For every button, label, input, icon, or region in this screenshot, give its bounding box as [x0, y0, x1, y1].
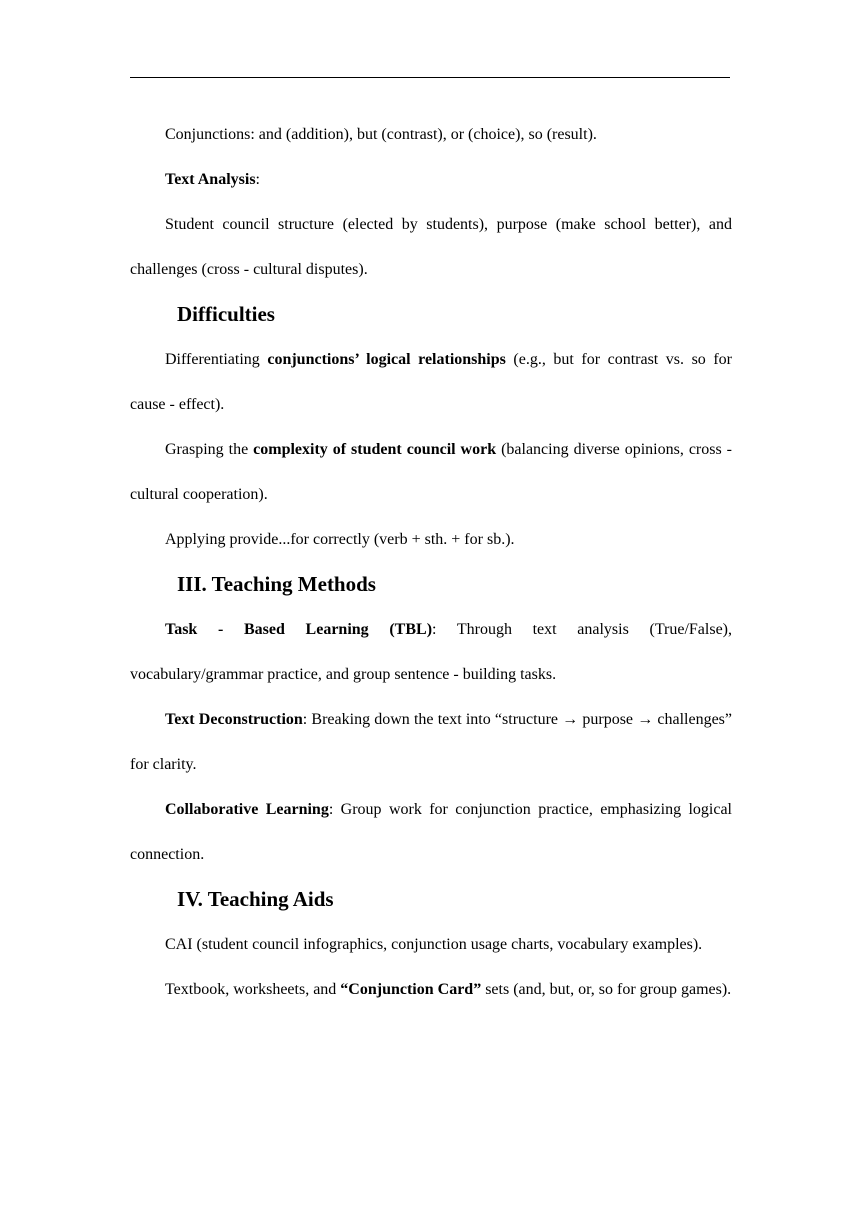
bold-text: Text Analysis	[165, 171, 256, 188]
text-run: Differentiating	[165, 351, 268, 368]
paragraph	[130, 202, 732, 292]
paragraph	[130, 697, 732, 787]
text-run: : Group work for conjunction practice, emphasizing logical connection.	[130, 801, 732, 863]
text-run: (balancing diverse opinions, cross - cultural cooperation).	[130, 441, 732, 503]
text-run: Applying provide...for correctly (verb + sth. + for sb.).	[165, 531, 515, 548]
bold-text: Collaborative Learning	[165, 801, 329, 818]
paragraph	[130, 112, 732, 157]
document-body	[130, 112, 732, 1012]
bold-text: Task - Based Learning (TBL)	[165, 621, 433, 638]
paragraph	[130, 922, 732, 967]
paragraph	[130, 787, 732, 877]
bold-text: Text Deconstruction	[165, 711, 303, 728]
text-run: Conjunctions: and (addition), but (contrast), or (choice), so (result).	[165, 126, 597, 143]
paragraph	[130, 607, 732, 697]
text-run: Student council structure (elected by students), purpose (make school better), and challenges (cross - cultural disputes).	[130, 216, 732, 278]
text-run: (e.g., but for contrast vs. so for cause - effect).	[130, 351, 733, 413]
bold-text: conjunctions’ logical relationships	[267, 351, 506, 368]
paragraph	[130, 967, 732, 1012]
text-run: : Breaking down the text into “structure → purpose → challenges” for clarity.	[130, 711, 732, 773]
bold-text: complexity of student council work	[253, 441, 497, 458]
paragraph	[130, 517, 732, 562]
text-run: :	[255, 171, 260, 188]
text-run: : Through text analysis (True/False), vocabulary/grammar practice, and group sentence - building tasks.	[130, 621, 732, 683]
section-heading: Difficulties	[177, 302, 275, 326]
section-heading: IV. Teaching Aids	[177, 887, 334, 911]
bold-text: “Conjunction Card”	[340, 981, 482, 998]
paragraph	[130, 157, 732, 202]
text-run: Grasping the	[165, 441, 254, 458]
paragraph	[130, 337, 732, 427]
text-run: CAI (student council infographics, conjunction usage charts, vocabulary examples).	[165, 936, 703, 953]
paragraph	[130, 427, 732, 517]
text-run: Textbook, worksheets, and	[165, 981, 341, 998]
section-heading: III. Teaching Methods	[177, 572, 376, 596]
text-run: sets (and, but, or, so for group games).	[481, 981, 732, 998]
header-rule	[130, 77, 730, 78]
